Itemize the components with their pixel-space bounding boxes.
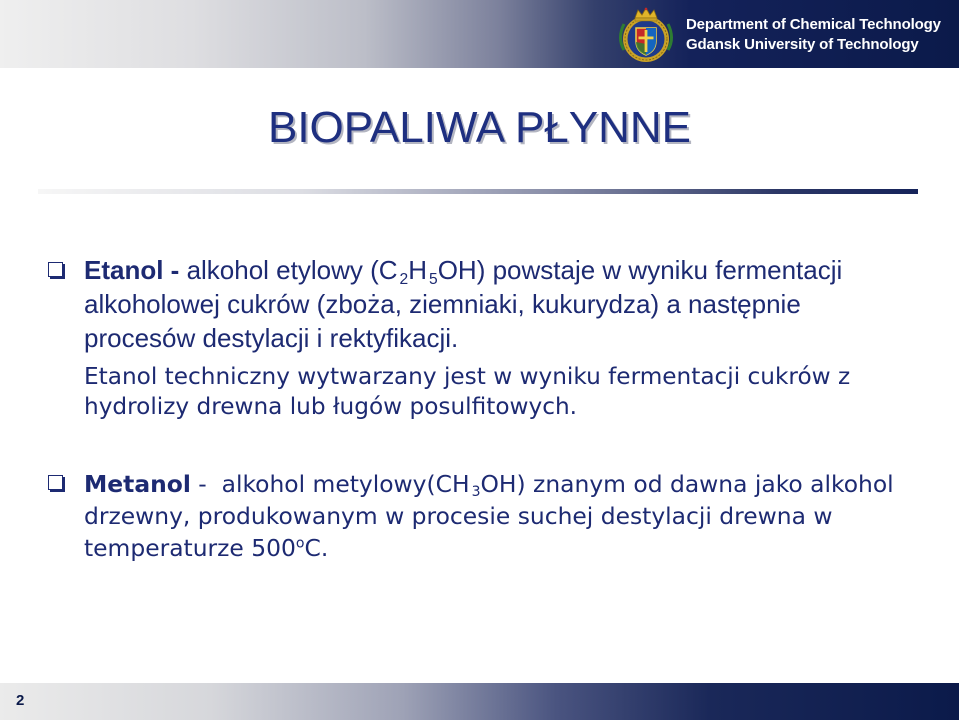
square-bullet-icon: [48, 262, 63, 277]
bullet-line: alkoholowej cukrów (zboża, ziemniaki, kukurydza) a następnie: [84, 289, 801, 319]
note-line: hydrolizy drewna lub ługów posulfitowych.: [84, 393, 578, 420]
title-divider: [38, 189, 918, 194]
department-name: Department of Chemical Technology: [686, 16, 941, 33]
university-crest-icon: [611, 6, 681, 64]
bullet-text: alkohol etylowy (C: [179, 255, 398, 285]
bullet-line: [84, 532, 894, 564]
bullet-text: OH) powstaje w wyniku fermentacji: [437, 255, 843, 285]
superscript: o: [295, 535, 305, 552]
bullet-text: OH) znanym od dawna jako alkohol: [480, 470, 894, 498]
subscript: 5: [429, 270, 438, 288]
bullet-term: Etanol -: [84, 255, 180, 285]
page-number: 2: [16, 692, 25, 709]
subscript: 3: [471, 484, 481, 501]
bullet-text: C.: [304, 534, 329, 562]
square-bullet-icon: [48, 475, 63, 490]
bullet-text: H: [408, 255, 428, 285]
footer-bar: [0, 683, 959, 720]
bullet-line: [84, 468, 894, 500]
bullet-etanol: [84, 253, 842, 355]
bullet-metanol: [84, 468, 894, 564]
subscript: 2: [399, 270, 409, 288]
slide-title: BIOPALIWA PŁYNNE: [267, 103, 692, 152]
bullet-text: - alkohol metylowy(CH: [190, 470, 470, 498]
bullet-term: Metanol: [84, 470, 191, 498]
bullet-line: [84, 253, 842, 287]
note-line: Etanol techniczny wytwarzany jest w wyniku fermentacji cukrów z: [84, 363, 851, 390]
university-name: Gdansk University of Technology: [686, 36, 919, 53]
bullet-line: procesów destylacji i rektyfikacji.: [84, 323, 459, 353]
bullet-text: temperaturze 500: [84, 534, 296, 562]
bullet-line: drzewny, produkowanym w procesie suchej destylacji drewna w: [84, 502, 833, 530]
bullet-etanol-note: [84, 362, 850, 422]
